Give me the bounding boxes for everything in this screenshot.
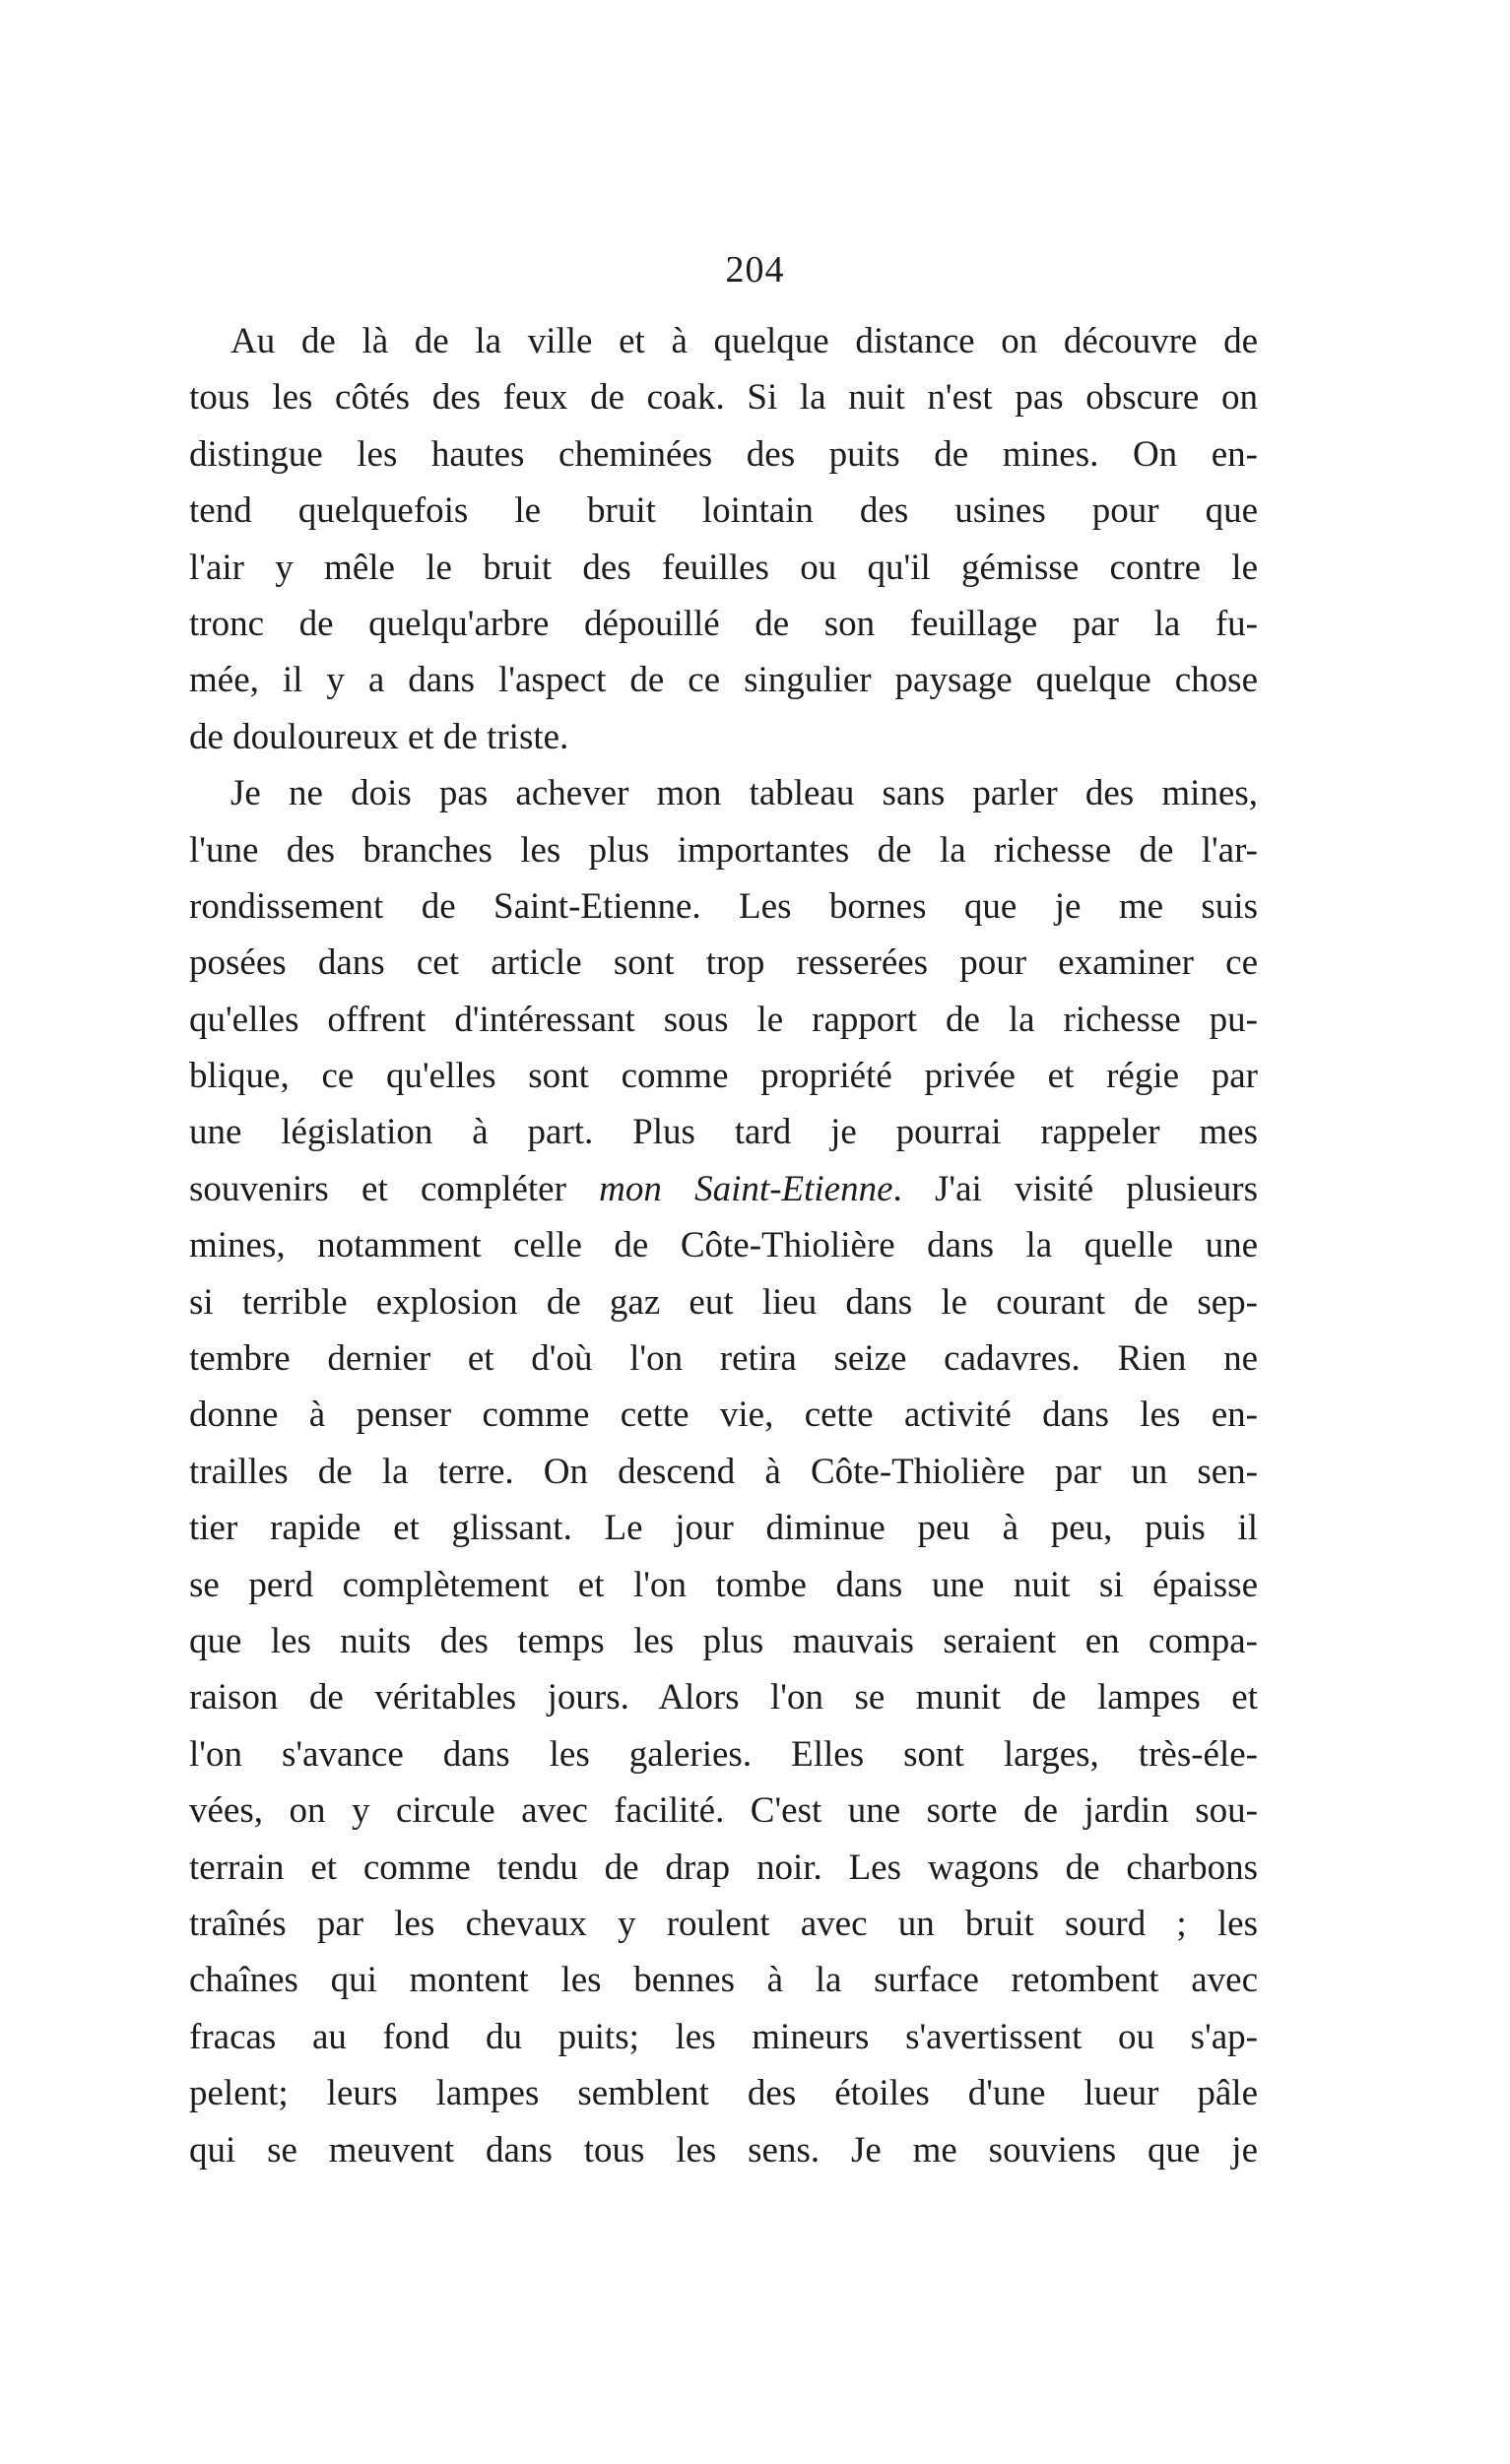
- text-line: rondissement de Saint-Etienne. Les bornes que je me suis: [189, 885, 1258, 927]
- text-line: qui se meuvent dans tous les sens. Je me souviens que je: [189, 2129, 1258, 2171]
- text-line: mée, il y a dans l'aspect de ce singulier paysage quelque chose: [189, 660, 1258, 701]
- text-line: donne à penser comme cette vie, cette activité dans les en-: [189, 1394, 1258, 1436]
- text-line: tronc de quelqu'arbre dépouillé de son feuillage par la fu-: [189, 603, 1258, 644]
- text-line: [189, 1161, 1258, 1217]
- text-line: blique, ce qu'elles sont comme propriété privée et régie par: [189, 1056, 1258, 1097]
- text-line: l'on s'avance dans les galeries. Elles sont larges, très-éle-: [189, 1733, 1258, 1775]
- text-segment: souvenirs et compléter: [189, 1168, 600, 1209]
- text-line: de douloureux et de triste.: [189, 716, 569, 757]
- text-segment: . J'ai visité plusieurs: [892, 1168, 1259, 1209]
- body-text: [189, 313, 1258, 2178]
- text-line: Au de là de la ville et à quelque distance on découvre de: [230, 321, 1258, 361]
- text-line: que les nuits des temps les plus mauvais seraient en compa-: [189, 1620, 1258, 1661]
- text-line: terrain et comme tendu de drap noir. Les wagons de charbons: [189, 1847, 1258, 1888]
- text-line: une législation à part. Plus tard je pourrai rappeler mes: [189, 1112, 1258, 1153]
- text-line: se perd complètement et l'on tombe dans une nuit si épaisse: [189, 1564, 1258, 1605]
- text-line: si terrible explosion de gaz eut lieu dans le courant de sep-: [189, 1281, 1258, 1323]
- text-line: fracas au fond du puits; les mineurs s'avertissent ou s'ap-: [189, 2016, 1258, 2057]
- text-line: vées, on y circule avec facilité. C'est une sorte de jardin sou-: [189, 1790, 1258, 1832]
- text-line: mines, notamment celle de Côte-Thiolière dans la quelle une: [189, 1225, 1258, 1266]
- text-line: traînés par les chevaux y roulent avec un bruit sourd ; les: [189, 1903, 1258, 1944]
- text-line: tous les côtés des feux de coak. Si la nuit n'est pas obscure on: [189, 377, 1258, 419]
- text-line: Je ne dois pas achever mon tableau sans parler des mines,: [230, 773, 1258, 814]
- text-line: raison de véritables jours. Alors l'on se munit de lampes et: [189, 1677, 1258, 1718]
- text-line: l'air y mêle le bruit des feuilles ou qu'il gémisse contre le: [189, 547, 1258, 588]
- text-line: pelent; leurs lampes semblent des étoiles d'une lueur pâle: [189, 2073, 1258, 2114]
- text-line: chaînes qui montent les bennes à la surface retombent avec: [189, 1960, 1258, 2001]
- text-line: tend quelquefois le bruit lointain des usines pour que: [189, 490, 1258, 532]
- text-line: posées dans cet article sont trop resserées pour examiner ce: [189, 942, 1258, 984]
- page-number: 204: [725, 249, 785, 291]
- text-line: qu'elles offrent d'intéressant sous le rapport de la richesse pu-: [189, 999, 1258, 1040]
- text-line: tier rapide et glissant. Le jour diminue peu à peu, puis il: [189, 1508, 1258, 1549]
- text-line: trailles de la terre. On descend à Côte-Thiolière par un sen-: [189, 1451, 1258, 1492]
- text-line: distingue les hautes cheminées des puits de mines. On en-: [189, 433, 1258, 475]
- italic-title: mon Saint-Etienne: [599, 1168, 893, 1209]
- text-line: l'une des branches les plus importantes de la richesse de l'ar-: [189, 829, 1258, 871]
- text-line: tembre dernier et d'où l'on retira seize cadavres. Rien ne: [189, 1338, 1258, 1380]
